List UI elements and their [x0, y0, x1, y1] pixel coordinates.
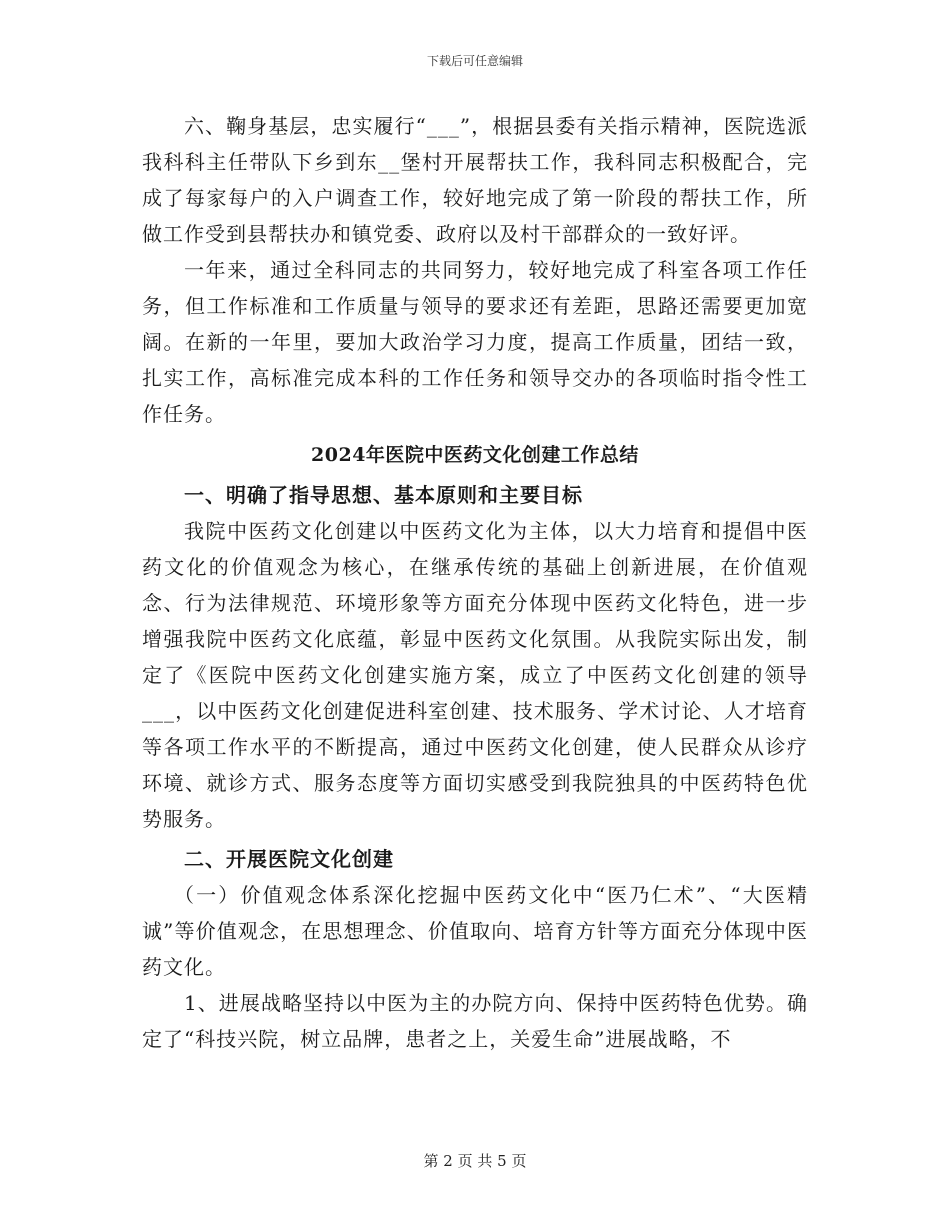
paragraph-value-system: （一）价值观念体系深化挖掘中医药文化中“医乃仁术”、“大医精诚”等价值观念，在思想理念、价值取向、培育方针等方面充分体现中医药文化。	[142, 883, 808, 979]
page-header: 下载后可任意编辑	[426, 54, 523, 68]
paragraph-six: 六、鞠身基层，忠实履行“___”，根据县委有关指示精神，医院选派我科科主任带队下乡到东__堡村开展帮扶工作，我科同志积极配合，完成了每家每户的入户调查工作，较好地完成了第一阶段的帮扶工作，所做工作受到县帮扶办和镇党委、政府以及村干部群众的一致好评。	[142, 114, 808, 246]
section-heading-1: 一、明确了指导思想、基本原则和主要目标	[184, 483, 583, 507]
document-title: 2024年医院中医药文化创建工作总结	[311, 444, 639, 466]
paragraph-summary: 一年来，通过全科同志的共同努力，较好地完成了科室各项工作任务，但工作标准和工作质量与领导的要求还有差距，思路还需要更加宽阔。在新的一年里，要加大政治学习力度，提高工作质量，团结一致，扎实工作，高标准完成本科的工作任务和领导交办的各项临时指令性工作任务。	[142, 258, 808, 426]
section-heading-2: 二、开展医院文化创建	[184, 847, 394, 871]
paragraph-strategy: 1、进展战略坚持以中医为主的办院方向、保持中医药特色优势。确定了“科技兴院，树立品牌，患者之上，关爱生命”进展战略，不	[142, 991, 808, 1051]
page-footer: 第 2 页 共 5 页	[423, 1152, 527, 1170]
document-body	[142, 108, 808, 1057]
paragraph-section-1: 我院中医药文化创建以中医药文化为主体，以大力培育和提倡中医药文化的价值观念为核心，在继承传统的基础上创新进展，在价值观念、行为法律规范、环境形象等方面充分体现中医药文化特色，进一步增强我院中医药文化底蕴，彰显中医药文化氛围。从我院实际出发，制定了《医院中医药文化创建实施方案，成立了中医药文化创建的领导___，以中医药文化创建促进科室创建、技术服务、学术讨论、人才培育等各项工作水平的不断提高，通过中医药文化创建，使人民群众从诊疗环境、就诊方式、服务态度等方面切实感受到我院独具的中医药特色优势服务。	[142, 519, 808, 831]
